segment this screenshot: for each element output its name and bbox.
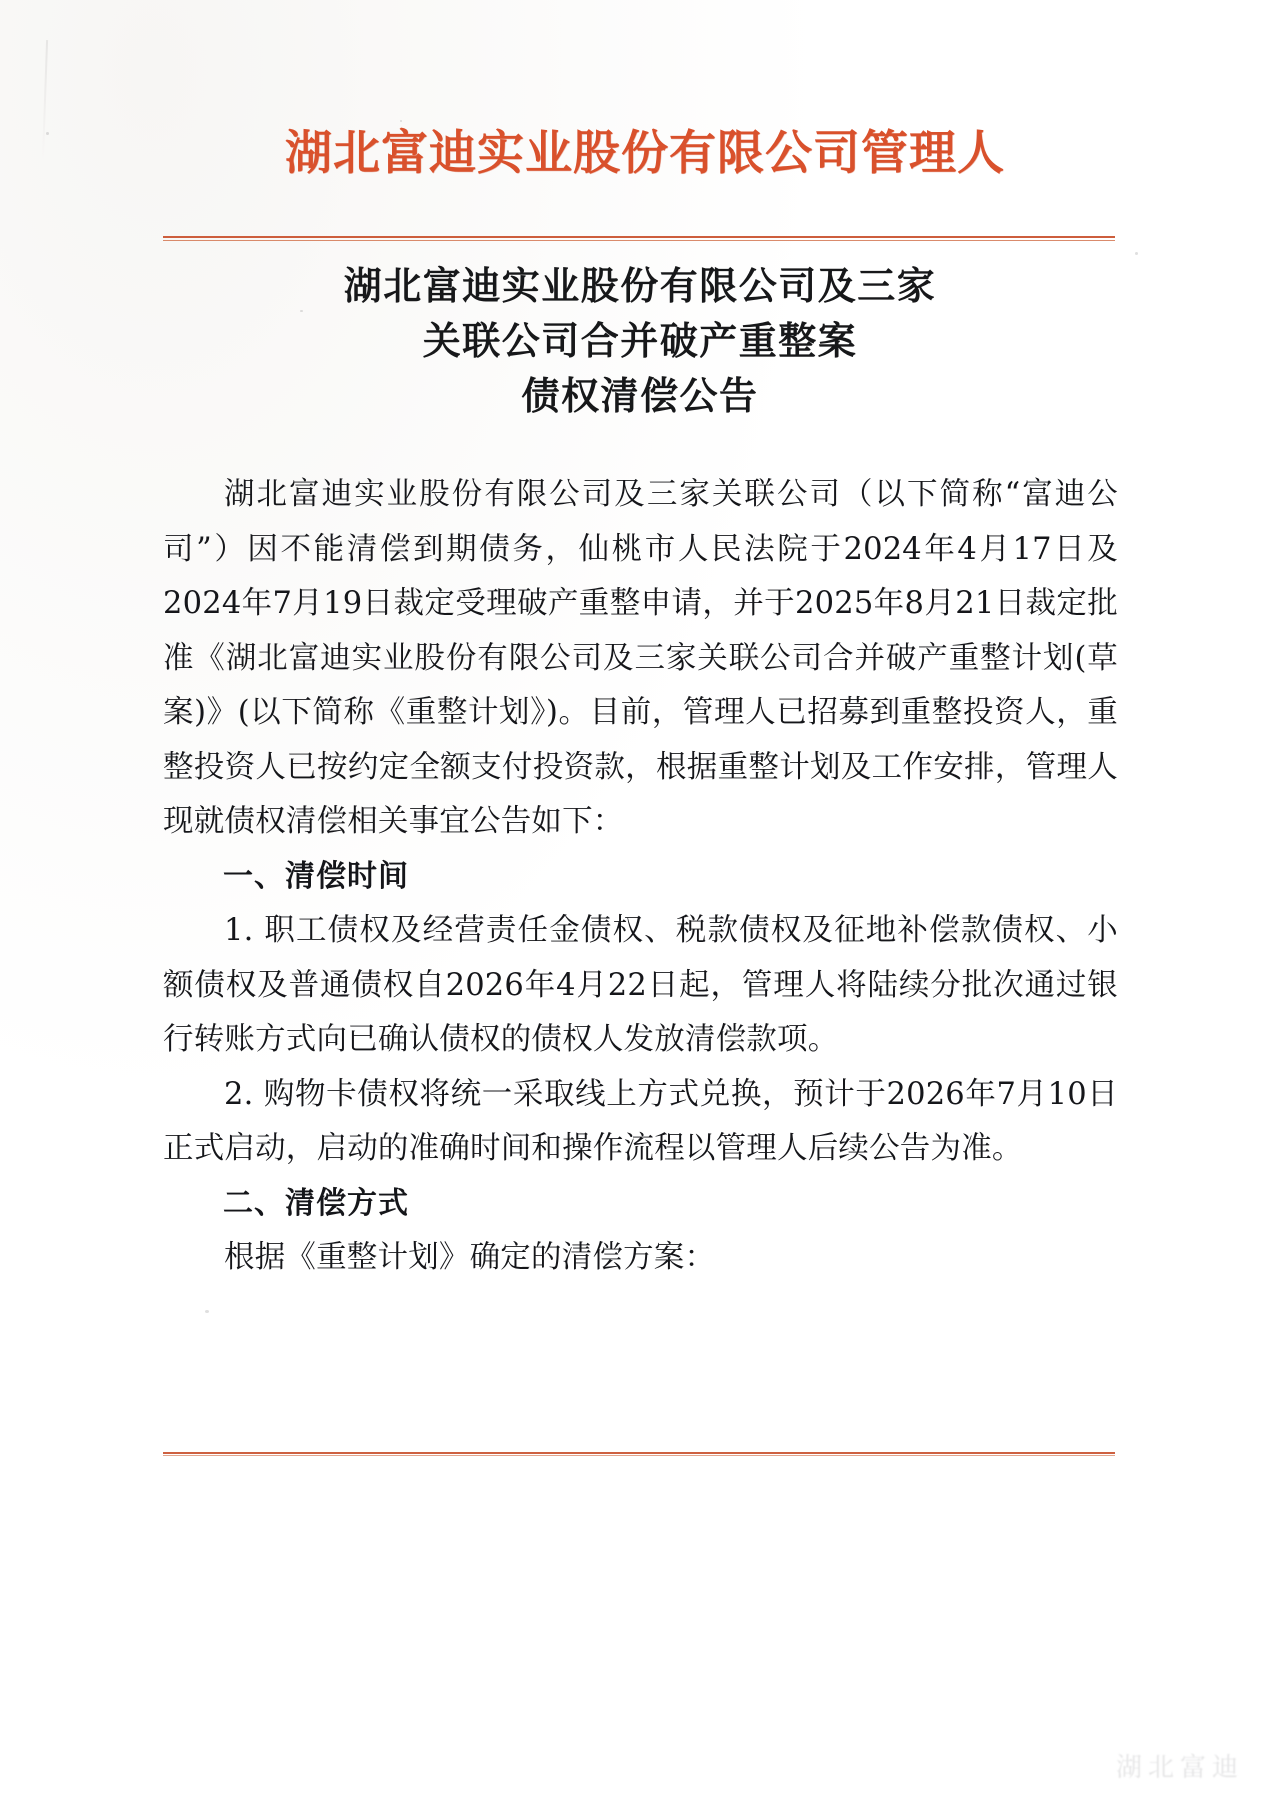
- document-body: [163, 468, 1118, 1286]
- letterhead-title: 湖北富迪实业股份有限公司管理人: [285, 126, 1005, 181]
- watermark: 湖北富迪: [1115, 1753, 1244, 1783]
- document-title-line-1: 湖北富迪实业股份有限公司及三家: [343, 263, 937, 308]
- list-item-1: 1. 职工债权及经营责任金债权、税款债权及征地补偿款债权、小额债权及普通债权自2026年4月22日起，管理人将陆续分批次通过银行转账方式向已确认债权的债权人发放清偿款项。: [163, 913, 1118, 1057]
- section-heading-two: 二、清偿方式: [223, 1185, 409, 1221]
- list-item-2: 2. 购物卡债权将统一采取线上方式兑换，预计于2026年7月10日正式启动，启动的准确时间和操作流程以管理人后续公告为准。: [163, 1076, 1118, 1166]
- footer-divider-line-thin: [163, 1455, 1115, 1456]
- document-title: [0, 258, 1280, 423]
- paragraph-closing: 根据《重整计划》确定的清偿方案：: [224, 1240, 716, 1275]
- letterhead: [0, 128, 1280, 181]
- letterhead-divider-line-thick: [163, 236, 1115, 238]
- document-title-line-3: 债权清偿公告: [521, 373, 759, 418]
- paragraph-intro: 湖北富迪实业股份有限公司及三家关联公司（以下简称“富迪公司”）因不能清偿到期债务，仙桃市人民法院于2024年4月17日及2024年7月19日裁定受理破产重整申请，并于2025年8月21日裁定批准《湖北富迪实业股份有限公司及三家关联公司合并破产重整计划(草案)》(以下简称《重整计划》)。目前，管理人已招募到重整投资人，重整投资人已按约定全额支付投资款，根据重整计划及工作安排，管理人现就债权清偿相关事宜公告如下：: [163, 477, 1118, 839]
- scan-speck: [400, 120, 402, 122]
- footer-divider: [163, 1452, 1115, 1456]
- document-title-line-2: 关联公司合并破产重整案: [422, 318, 858, 363]
- scan-speck: [205, 1310, 209, 1313]
- scan-speck: [1135, 252, 1138, 255]
- letterhead-divider: [163, 236, 1115, 241]
- letterhead-divider-line-thin: [163, 240, 1115, 241]
- footer-divider-line-thick: [163, 1452, 1115, 1454]
- section-heading-one: 一、清偿时间: [223, 858, 409, 894]
